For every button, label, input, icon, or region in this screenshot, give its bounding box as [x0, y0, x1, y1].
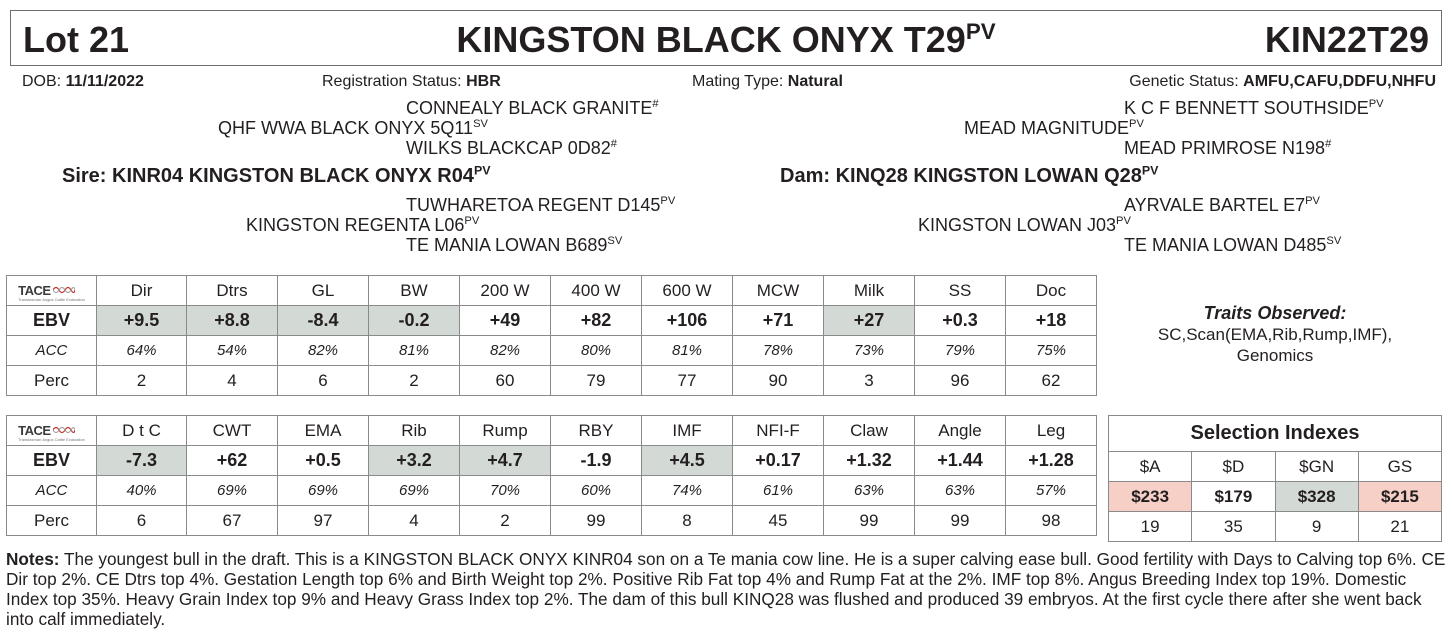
ebv-value: +1.32 — [824, 446, 915, 476]
perc-value: 96 — [915, 366, 1006, 396]
ebv-value: +49 — [460, 306, 551, 336]
trait-header: NFI-F — [733, 416, 824, 446]
acc-value: 75% — [1006, 336, 1097, 366]
trait-header: SS — [915, 276, 1006, 306]
trait-header: BW — [369, 276, 460, 306]
traits-heading: Traits Observed: — [1203, 303, 1347, 323]
dam-dam-sire: AYRVALE BARTEL $E7^{PV}$ — [1124, 195, 1320, 215]
perc-value: 45 — [733, 506, 824, 536]
row-label-perc: Perc — [7, 506, 97, 536]
acc-value: 82% — [460, 336, 551, 366]
perc-value: 4 — [369, 506, 460, 536]
acc-value: 73% — [824, 336, 915, 366]
ebv-value: +9.5 — [97, 306, 187, 336]
tace-logo: TACE Transtasman Angus Cattle Evaluation — [7, 416, 97, 446]
acc-value: 69% — [278, 476, 369, 506]
acc-value: 69% — [369, 476, 460, 506]
ebv-value: -1.9 — [551, 446, 642, 476]
traits-line: SC,Scan(EMA,Rib,Rump,IMF), — [1157, 325, 1393, 344]
row-label-acc: ACC — [7, 336, 97, 366]
ebv-value: +3.2 — [369, 446, 460, 476]
sire-sire-dam: WILKS BLACKCAP 0D82# — [406, 138, 617, 158]
sire-label: Sire: KINR04 KINGSTON BLACK ONYX $R04^{PV}$ — [62, 163, 491, 187]
mating-info: Mating Type: Natural — [692, 73, 843, 90]
selection-indexes-table — [1108, 415, 1442, 542]
acc-value: 80% — [551, 336, 642, 366]
dob-info: DOB: 11/11/2022 — [22, 73, 144, 90]
index-perc-row — [1109, 512, 1442, 542]
index-value: $233 — [1109, 482, 1192, 512]
perc-value: 99 — [915, 506, 1006, 536]
acc-value: 54% — [187, 336, 278, 366]
index-header: $GN — [1275, 452, 1358, 482]
trait-header: EMA — [278, 416, 369, 446]
acc-value: 79% — [915, 336, 1006, 366]
dam-dam-dam: TE MANIA LOWAN $D485^{SV}$ — [1124, 235, 1342, 255]
dam-sire: MEAD $MAGNITUDE^{PV}$ — [964, 118, 1144, 138]
perc-value: 8 — [642, 506, 733, 536]
ebv-value: +4.7 — [460, 446, 551, 476]
acc-value: 63% — [915, 476, 1006, 506]
perc-value: 6 — [278, 366, 369, 396]
traits-observed — [1108, 303, 1442, 366]
sire-sire-sire: CONNEALY BLACK GRANITE# — [406, 98, 659, 118]
acc-value: 81% — [369, 336, 460, 366]
registration-info: Registration Status: HBR — [322, 73, 501, 90]
row-label-perc: Perc — [7, 366, 97, 396]
acc-value: 61% — [733, 476, 824, 506]
ebv-value: +4.5 — [642, 446, 733, 476]
trait-header: Dir — [97, 276, 187, 306]
perc-value: 2 — [97, 366, 187, 396]
trait-header: Rump — [460, 416, 551, 446]
ebv-value: +71 — [733, 306, 824, 336]
dam-dam: KINGSTON LOWAN $J03^{PV}$ — [918, 215, 1131, 235]
notes-label: Notes: — [6, 549, 60, 569]
dna-wave-icon — [53, 285, 75, 295]
trait-header: CWT — [187, 416, 278, 446]
index-value-row — [1109, 482, 1442, 512]
index-value: $179 — [1192, 482, 1275, 512]
perc-value: 77 — [642, 366, 733, 396]
index-header-row — [1109, 452, 1442, 482]
animal-ident: KIN22T29 — [1264, 19, 1429, 60]
ebv-value: +0.17 — [733, 446, 824, 476]
trait-header: MCW — [733, 276, 824, 306]
sire-sire: QHF WWA BLACK ONYX $5Q11^{SV}$ — [218, 118, 488, 138]
ebv-table-carcase — [6, 415, 1097, 536]
perc-value: 4 — [187, 366, 278, 396]
trait-header: RBY — [551, 416, 642, 446]
acc-value: 82% — [278, 336, 369, 366]
trait-header: IMF — [642, 416, 733, 446]
perc-value: 60 — [460, 366, 551, 396]
animal-name: KINGSTON BLACK ONYX $T29^{PV}$ — [456, 19, 996, 60]
trait-header: Angle — [915, 416, 1006, 446]
selection-heading: Selection Indexes — [1109, 416, 1442, 452]
ebv-value: +27 — [824, 306, 915, 336]
dam-sire-sire: K C F BENNETT $SOUTHSIDE^{PV}$ — [1124, 98, 1384, 118]
genetic-status-info: Genetic Status: AMFU,CAFU,DDFU,NHFU — [1129, 73, 1436, 90]
ebv-value: +106 — [642, 306, 733, 336]
perc-value: 98 — [1006, 506, 1097, 536]
perc-value: 6 — [97, 506, 187, 536]
dam-sire-dam: MEAD PRIMROSE N198# — [1124, 138, 1332, 158]
index-value: $328 — [1275, 482, 1358, 512]
perc-value: 90 — [733, 366, 824, 396]
perc-value: 79 — [551, 366, 642, 396]
perc-value: 99 — [551, 506, 642, 536]
dna-wave-icon — [53, 425, 75, 435]
ebv-value: +8.8 — [187, 306, 278, 336]
acc-value: 70% — [460, 476, 551, 506]
perc-value: 67 — [187, 506, 278, 536]
index-header: $A — [1109, 452, 1192, 482]
trait-header: 600 W — [642, 276, 733, 306]
row-label-acc: ACC — [7, 476, 97, 506]
perc-value: 99 — [824, 506, 915, 536]
ebv-row — [7, 446, 1097, 476]
ebv-value: +82 — [551, 306, 642, 336]
perc-value: 97 — [278, 506, 369, 536]
trait-header: 400 W — [551, 276, 642, 306]
trait-header: Doc — [1006, 276, 1097, 306]
perc-row — [7, 506, 1097, 536]
trait-header: Claw — [824, 416, 915, 446]
notes-text: The youngest bull in the draft. This is a KINGSTON BLACK ONYX KINR04 son on a Te mania cow line. He is a super calving ease bull. Good fertility with Days to Calving top 6%. CE Dir top 2%. CE Dtrs top 4%. Gestation Length top 6% and Birth Weight top 2%. Positive Rib Fat top 4% and Rump Fat at the 2%. IMF top 8%. Angus Breeding Index top 19%. Domestic Index top 35%. Heavy Grain Index top 9% and Heavy Grass Index top 2%. The dam of this bull KINQ28 was flushed and produced 39 embryos. At the first cycle there after she went back into calf immediately. — [6, 549, 1446, 629]
ebv-value: -8.4 — [278, 306, 369, 336]
dam-label: Dam: KINQ28 KINGSTON LOWAN $Q28^{PV}$ — [780, 163, 1159, 187]
perc-value: 2 — [460, 506, 551, 536]
perc-row — [7, 366, 1097, 396]
index-value: $215 — [1358, 482, 1441, 512]
row-label-ebv: EBV — [7, 446, 97, 476]
perc-value: 3 — [824, 366, 915, 396]
ebv-value: +62 — [187, 446, 278, 476]
index-perc: 21 — [1358, 512, 1441, 542]
ebv-value: +0.5 — [278, 446, 369, 476]
table-header-row — [7, 276, 1097, 306]
ebv-table-growth — [6, 275, 1097, 396]
ebv-row — [7, 306, 1097, 336]
lot-number: Lot 21 — [23, 19, 130, 60]
notes — [6, 549, 1446, 629]
trait-header: Leg — [1006, 416, 1097, 446]
acc-row — [7, 476, 1097, 506]
index-perc: 35 — [1192, 512, 1275, 542]
index-perc: 9 — [1275, 512, 1358, 542]
acc-value: 74% — [642, 476, 733, 506]
trait-header: GL — [278, 276, 369, 306]
acc-value: 81% — [642, 336, 733, 366]
acc-value: 78% — [733, 336, 824, 366]
sire-dam: KINGSTON REGENTA $L06^{PV}$ — [246, 215, 480, 235]
row-label-ebv: EBV — [7, 306, 97, 336]
ebv-value: +0.3 — [915, 306, 1006, 336]
trait-header: Rib — [369, 416, 460, 446]
ebv-value: +1.44 — [915, 446, 1006, 476]
index-header: $D — [1192, 452, 1275, 482]
perc-value: 2 — [369, 366, 460, 396]
index-header: GS — [1358, 452, 1441, 482]
perc-value: 62 — [1006, 366, 1097, 396]
acc-value: 60% — [551, 476, 642, 506]
title-box — [10, 10, 1442, 66]
acc-value: 69% — [187, 476, 278, 506]
sire-dam-dam: TE MANIA LOWAN $B689^{SV}$ — [406, 235, 623, 255]
acc-row — [7, 336, 1097, 366]
trait-header: D t C — [97, 416, 187, 446]
acc-value: 64% — [97, 336, 187, 366]
index-perc: 19 — [1109, 512, 1192, 542]
trait-header: 200 W — [460, 276, 551, 306]
traits-line: Genomics — [1236, 346, 1314, 365]
ebv-value: -7.3 — [97, 446, 187, 476]
trait-header: Dtrs — [187, 276, 278, 306]
table-header-row — [7, 416, 1097, 446]
ebv-value: +18 — [1006, 306, 1097, 336]
ebv-value: +1.28 — [1006, 446, 1097, 476]
trait-header: Milk — [824, 276, 915, 306]
ebv-value: -0.2 — [369, 306, 460, 336]
tace-logo: TACE Transtasman Angus Cattle Evaluation — [7, 276, 97, 306]
acc-value: 57% — [1006, 476, 1097, 506]
sire-dam-sire: TUWHARETOA REGENT $D145^{PV}$ — [406, 195, 676, 215]
acc-value: 63% — [824, 476, 915, 506]
acc-value: 40% — [97, 476, 187, 506]
